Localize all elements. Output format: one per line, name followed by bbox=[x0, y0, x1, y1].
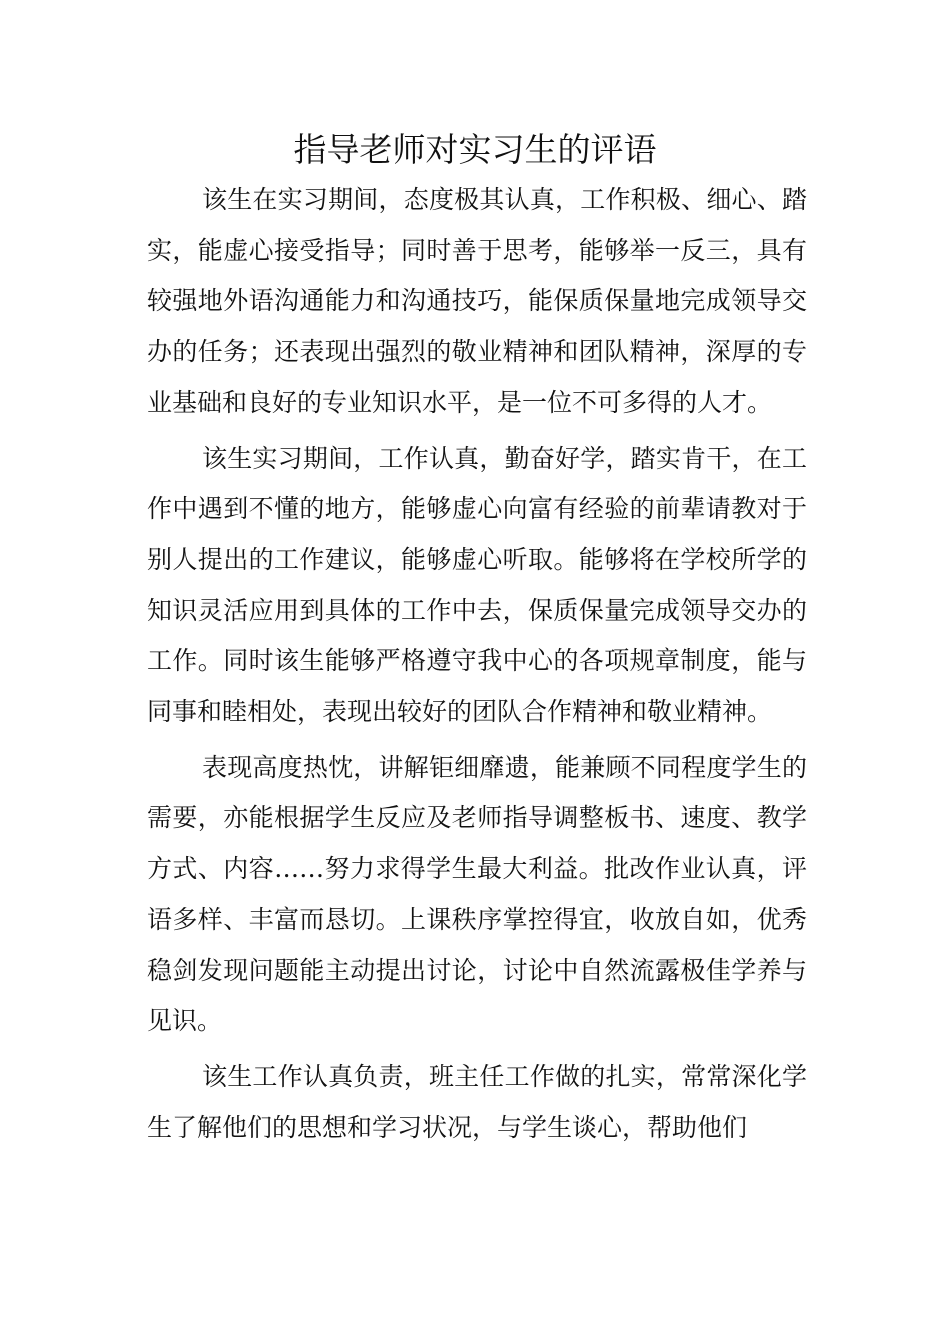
document-title: 指导老师对实习生的评语 bbox=[293, 130, 657, 169]
paragraph-4: 该生工作认真负责，班主任工作做的扎实，常常深化学生了解他们的思想和学习状况，与学生谈心，帮助他们 bbox=[147, 1061, 807, 1142]
paragraph-1: 该生在实习期间，态度极其认真，工作积极、细心、踏实，能虚心接受指导；同时善于思考，能够举一反三，具有较强地外语沟通能力和沟通技巧，能保质保量地完成领导交办的任务；还表现出强烈的敬业精神和团队精神，深厚的专业基础和良好的专业知识水平，是一位不可多得的人才。 bbox=[147, 185, 807, 417]
paragraph-2: 该生实习期间，工作认真，勤奋好学，踏实肯干，在工作中遇到不懂的地方，能够虚心向富有经验的前辈请教对于别人提出的工作建议，能够虚心听取。能够将在学校所学的知识灵活应用到具体的工作中去，保质保量完成领导交办的工作。同时该生能够严格遵守我中心的各项规章制度，能与同事和睦相处，表现出较好的团队合作精神和敬业精神。 bbox=[147, 443, 807, 727]
document-body bbox=[147, 175, 807, 1158]
paragraph-3: 表现高度热忱，讲解钜细靡遗，能兼顾不同程度学生的需要，亦能根据学生反应及老师指导调整板书、速度、教学方式、内容……努力求得学生最大利益。批改作业认真，评语多样、丰富而恳切。上课秩序掌控得宜，收放自如，优秀稳剑发现问题能主动提出讨论，讨论中自然流露极佳学养与见识。 bbox=[147, 752, 807, 1036]
